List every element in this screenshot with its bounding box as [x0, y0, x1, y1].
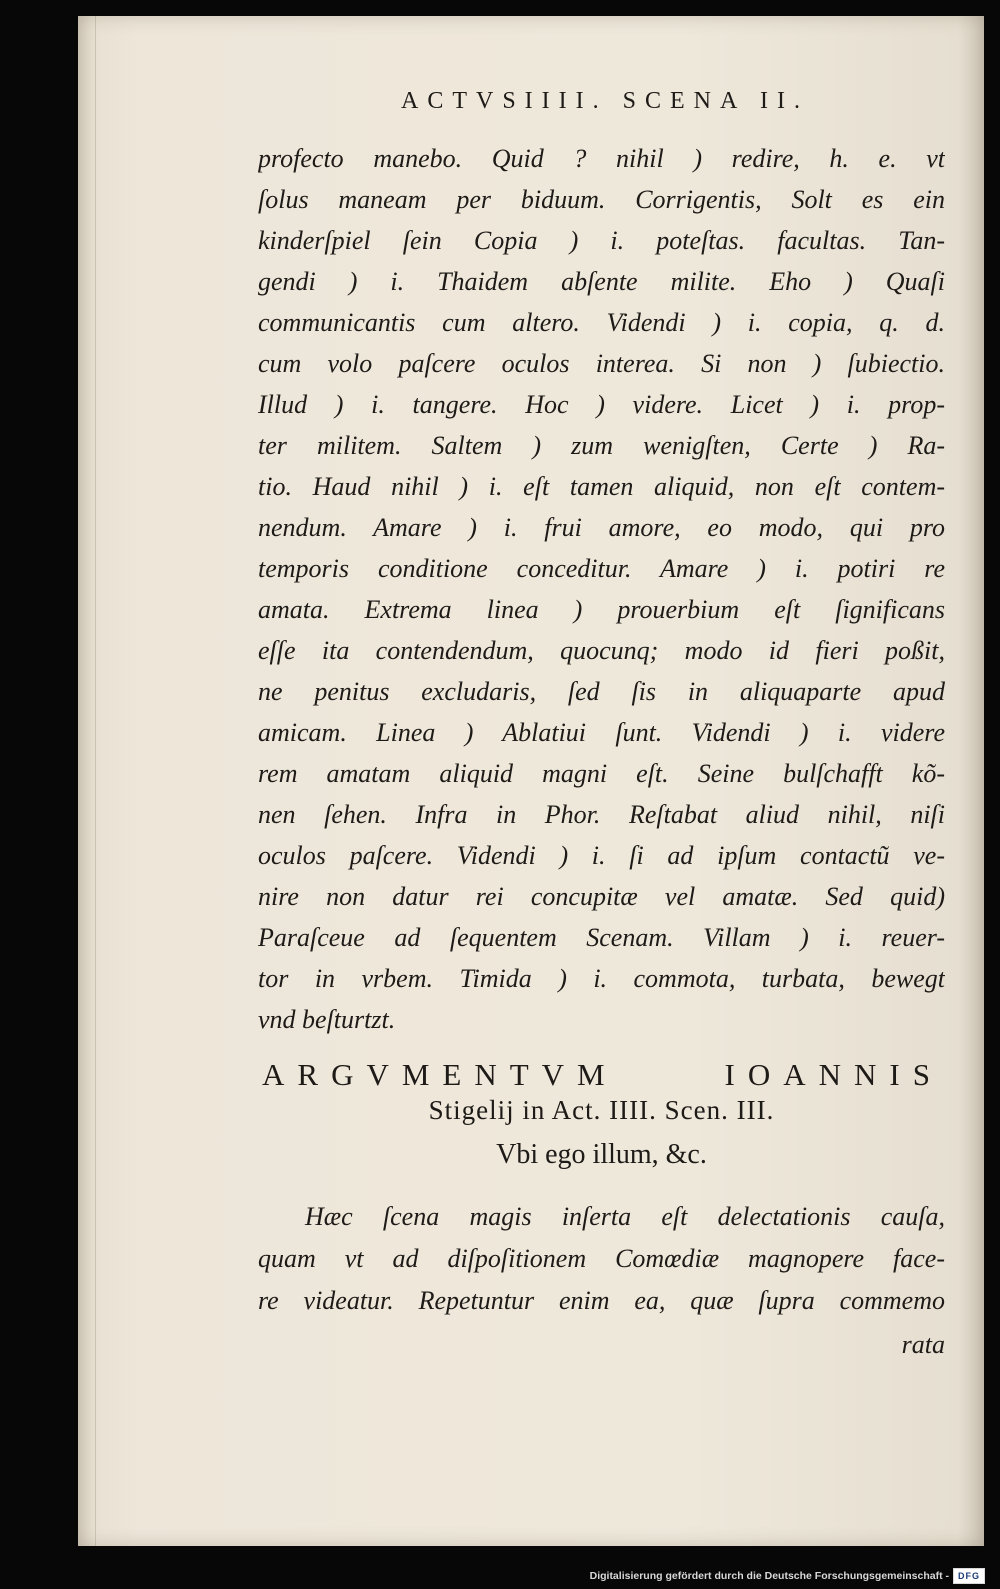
commentary-line: oculos paſcere. Videndi ) i. ſi ad ipſum contactũ ve-	[258, 841, 945, 870]
commentary-text	[258, 138, 945, 1040]
commentary-line: Illud ) i. tangere. Hoc ) videre. Licet ) i. prop-	[258, 390, 945, 419]
argument-line: Hæc ſcena magis inſerta eſt delectationis cauſa,	[305, 1202, 945, 1231]
commentary-line: ſolus maneam per biduum. Corrigentis, Solt es ein	[258, 185, 945, 214]
argument-line: re videatur. Repetuntur enim ea, quæ ſupra commemo	[258, 1286, 945, 1315]
funding-credit: Digitalisierung gefördert durch die Deutsche Forschungsgemeinschaft -	[589, 1570, 949, 1582]
digitization-footer	[590, 1567, 985, 1585]
dfg-logo-icon: DFG	[953, 1568, 985, 1584]
commentary-line: nendum. Amare ) i. frui amore, eo modo, qui pro	[258, 513, 945, 542]
argument-paragraph	[258, 1196, 945, 1322]
commentary-line: gendi ) i. Thaidem abſente milite. Eho ) Quaſi	[258, 267, 945, 296]
page-fold-line	[95, 16, 96, 1546]
commentary-line: amata. Extrema linea ) prouerbium eſt ſignificans	[258, 595, 945, 624]
commentary-line: rem amatam aliquid magni eſt. Seine bulſchafft kõ-	[258, 759, 945, 788]
commentary-line: ne penitus excludaris, ſed ſis in aliquaparte apud	[258, 677, 945, 706]
catchword: rata	[901, 1330, 945, 1359]
argument-heading: ARGVMENTVM IOANNIS	[262, 1057, 943, 1092]
commentary-line: amicam. Linea ) Ablatiui ſunt. Videndi ) i. videre	[258, 718, 945, 747]
commentary-line: eſſe ita contendendum, quocunq; modo id fieri poßit,	[258, 636, 945, 665]
commentary-line: vnd beſturtzt.	[258, 1005, 396, 1034]
argument-subheading: Stigelij in Act. IIII. Scen. III.	[428, 1095, 775, 1125]
commentary-line: kinderſpiel ſein Copia ) i. poteſtas. facultas. Tan-	[258, 226, 945, 255]
commentary-line: cum volo paſcere oculos interea. Si non ) ſubiectio.	[258, 349, 945, 378]
running-head: ACTVSIIII. SCENA II.	[401, 88, 809, 114]
commentary-line: nen ſehen. Infra in Phor. Reſtabat aliud nihil, niſi	[258, 800, 945, 829]
commentary-line: tio. Haud nihil ) i. eſt tamen aliquid, non eſt contem-	[258, 472, 945, 501]
argument-incipit: Vbi ego illum, &c.	[496, 1139, 707, 1170]
commentary-line: profecto manebo. Quid ? nihil ) redire, h. e. vt	[258, 144, 945, 173]
commentary-line: Paraſceue ad ſequentem Scenam. Villam ) i. reuer-	[258, 923, 945, 952]
argument-line: quam vt ad diſpoſitionem Comœdiæ magnopere face-	[258, 1244, 945, 1273]
commentary-line: temporis conditione conceditur. Amare ) i. potiri re	[258, 554, 945, 583]
commentary-line: nire non datur rei concupitæ vel amatæ. Sed quid)	[258, 882, 945, 911]
commentary-line: ter militem. Saltem ) zum wenigſten, Certe ) Ra-	[258, 431, 945, 460]
commentary-line: tor in vrbem. Timida ) i. commota, turbata, bewegt	[258, 964, 945, 993]
commentary-line: communicantis cum altero. Videndi ) i. copia, q. d.	[258, 308, 945, 337]
